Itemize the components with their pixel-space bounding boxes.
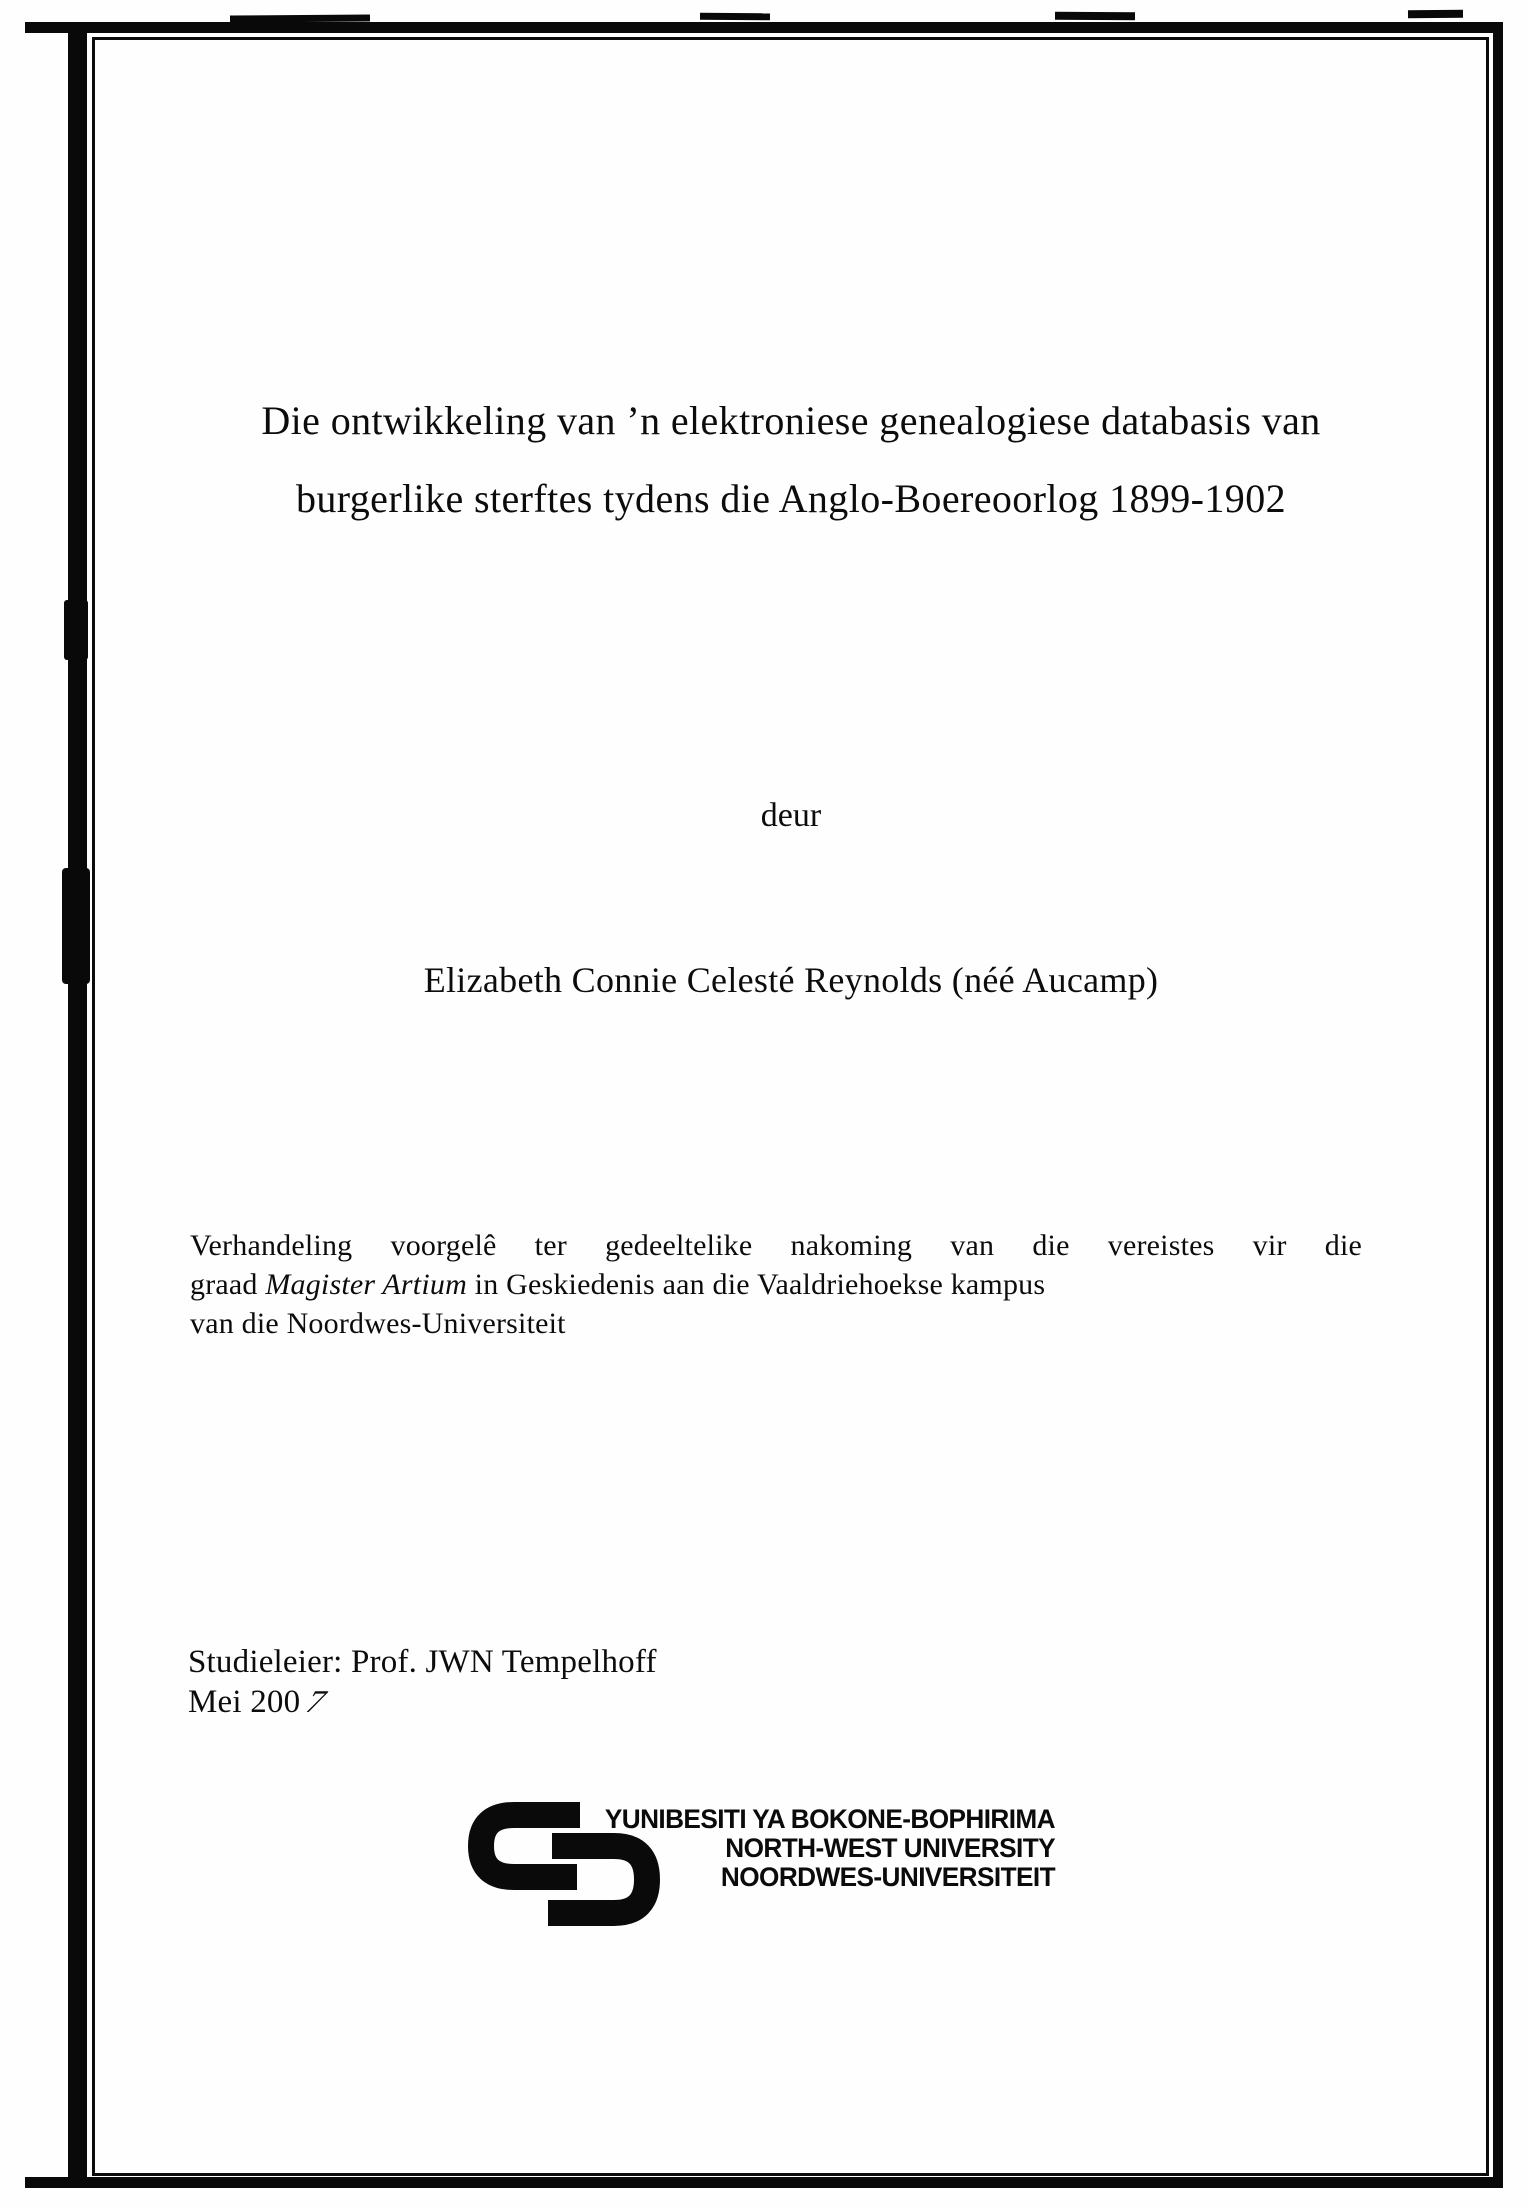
thesis-title — [96, 382, 1486, 538]
scan-artifact — [1055, 12, 1135, 20]
degree-statement-line1: Verhandeling voorgelê ter gedeeltelike nakoming van die vereistes vir die — [190, 1229, 1362, 1262]
scan-artifact — [700, 13, 770, 21]
scan-artifact — [230, 15, 370, 23]
degree-statement-line2 — [190, 1265, 1362, 1304]
page-border-right — [1493, 22, 1503, 2188]
statement-line2-prefix: graad — [190, 1268, 266, 1301]
date-line — [188, 1682, 1088, 1722]
scan-artifact — [64, 600, 88, 660]
logo-line-english: NORTH-WEST UNIVERSITY — [725, 1833, 1055, 1863]
scan-artifact — [1408, 10, 1463, 19]
page-border-top — [25, 22, 1502, 33]
thesis-title-line2: burgerlike sterftes tydens die Anglo-Boereoorlog 1899-1902 — [295, 476, 1287, 521]
degree-statement — [190, 1226, 1362, 1343]
statement-line2-suffix: in Geskiedenis aan die Vaaldriehoekse kampus — [466, 1268, 1046, 1301]
author-name: Elizabeth Connie Celesté Reynolds (néé Aucamp) — [423, 960, 1159, 1000]
scan-artifact — [62, 868, 90, 984]
page-border-bottom — [25, 2177, 1503, 2188]
supervisor-block — [188, 1642, 1088, 1722]
page-border-left — [68, 22, 87, 2188]
degree-statement-line3: van die Noordwes-Universiteit — [190, 1307, 566, 1340]
degree-name-italic: Magister Artium — [265, 1268, 467, 1301]
thesis-title-line1: Die ontwikkeling van ’n elektroniese genealogiese databasis van — [261, 398, 1321, 443]
nwu-logo-wordmark — [585, 1805, 1055, 1892]
logo-line-setswana: YUNIBESITI YA BOKONE-BOPHIRIMA — [604, 1804, 1055, 1834]
supervisor-line: Studieleier: Prof. JWN Tempelhoff — [188, 1644, 657, 1680]
date-final-digit: 7 — [299, 1685, 333, 1720]
byline-label: deur — [760, 797, 822, 834]
date-prefix: Mei 200 — [188, 1684, 301, 1720]
logo-line-afrikaans: NOORDWES-UNIVERSITEIT — [720, 1862, 1055, 1892]
